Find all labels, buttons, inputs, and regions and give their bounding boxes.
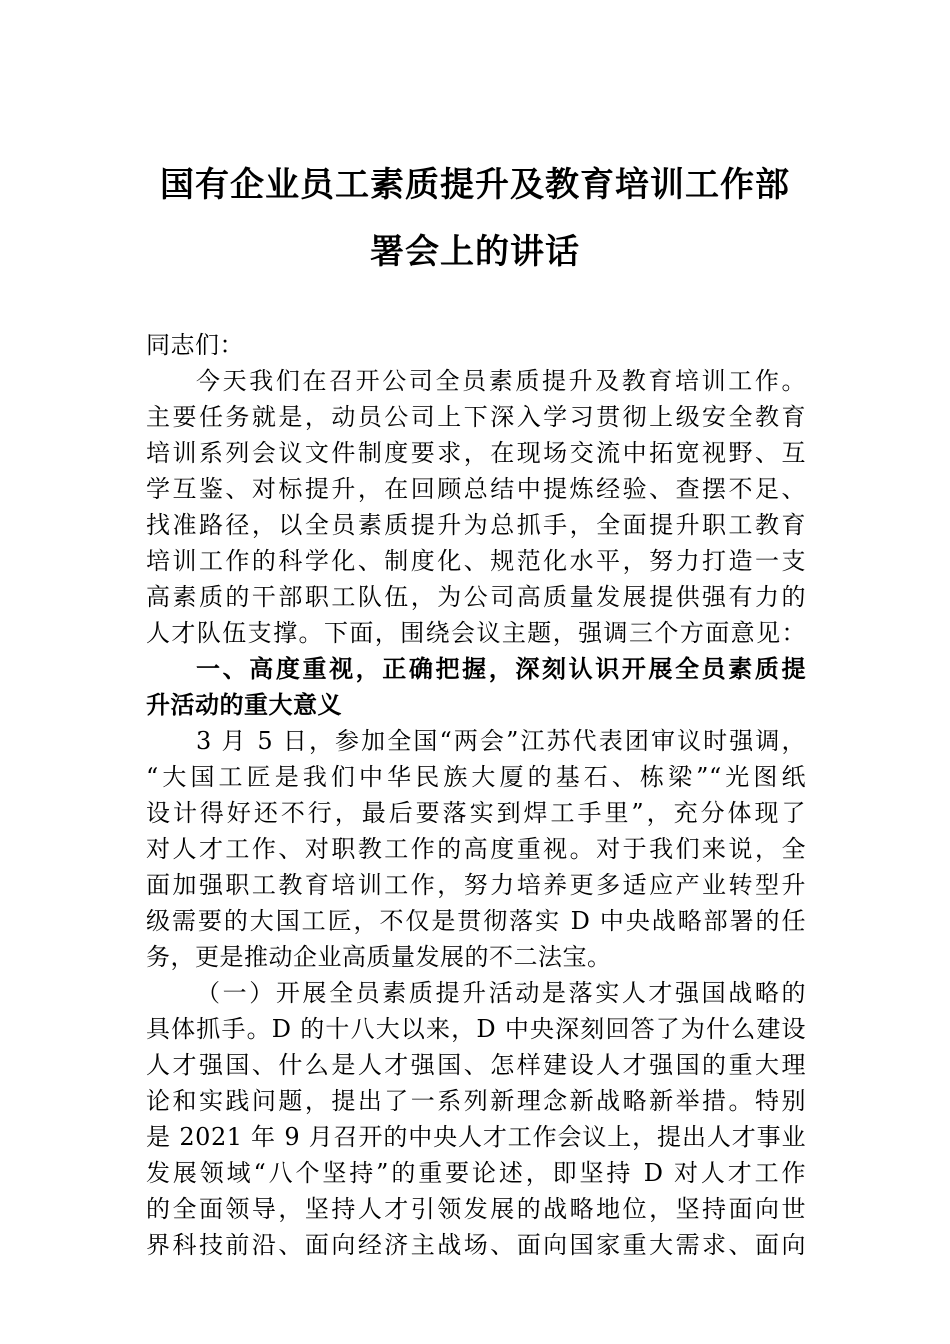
paragraph-line: 人才强国、什么是人才强国、怎样建设人才强国的重大理 (146, 1051, 806, 1079)
paragraph-line: 学互鉴、对标提升，在回顾总结中提炼经验、查摆不足、 (146, 475, 806, 503)
section-heading: 升活动的重大意义 (146, 691, 342, 719)
document-title-line-2: 署会上的讲话 (370, 232, 580, 272)
paragraph-line: 高素质的干部职工队伍，为公司高质量发展提供强有力的 (146, 583, 806, 611)
paragraph-line: 界科技前沿、面向经济主战场、面向国家重大需求、面向 (146, 1231, 806, 1259)
paragraph-line: 培训工作的科学化、制度化、规范化水平，努力打造一支 (146, 547, 806, 575)
paragraph-line: 找准路径，以全员素质提升为总抓手，全面提升职工教育 (146, 511, 806, 539)
section-heading: 一、高度重视，正确把握，深刻认识开展全员素质提 (196, 655, 806, 683)
paragraph-line: 人才队伍支撑。下面，围绕会议主题，强调三个方面意见： (146, 619, 806, 647)
paragraph-line: “大国工匠是我们中华民族大厦的基石、栋梁”“光图纸 (146, 763, 806, 791)
paragraph-line: 论和实践问题，提出了一系列新理念新战略新举措。特别 (146, 1087, 806, 1115)
salutation: 同志们： (146, 331, 244, 359)
document-title-line-1: 国有企业员工素质提升及教育培训工作部 (160, 165, 790, 205)
paragraph-line: （一）开展全员素质提升活动是落实人才强国战略的 (196, 979, 806, 1007)
paragraph-line: 面加强职工教育培训工作，努力培养更多适应产业转型升 (146, 871, 806, 899)
paragraph-line: 发展领域“八个坚持”的重要论述，即坚持 D 对人才工作 (146, 1159, 806, 1187)
paragraph-line: 今天我们在召开公司全员素质提升及教育培训工作。 (196, 367, 806, 395)
paragraph-line: 3 月 5 日，参加全国“两会”江苏代表团审议时强调， (196, 727, 806, 755)
paragraph-line: 级需要的大国工匠，不仅是贯彻落实 D 中央战略部署的任 (146, 907, 806, 935)
paragraph-line: 具体抓手。D 的十八大以来，D 中央深刻回答了为什么建设 (146, 1015, 806, 1043)
paragraph-line: 培训系列会议文件制度要求，在现场交流中拓宽视野、互 (146, 439, 806, 467)
paragraph-line: 设计得好还不行，最后要落实到焊工手里”，充分体现了 (146, 799, 806, 827)
paragraph-line: 的全面领导，坚持人才引领发展的战略地位，坚持面向世 (146, 1195, 806, 1223)
paragraph-line: 对人才工作、对职教工作的高度重视。对于我们来说，全 (146, 835, 806, 863)
paragraph-line: 是 2021 年 9 月召开的中央人才工作会议上，提出人才事业 (146, 1123, 806, 1151)
paragraph-line: 主要任务就是，动员公司上下深入学习贯彻上级安全教育 (146, 403, 806, 431)
paragraph-line: 务，更是推动企业高质量发展的不二法宝。 (146, 943, 612, 971)
